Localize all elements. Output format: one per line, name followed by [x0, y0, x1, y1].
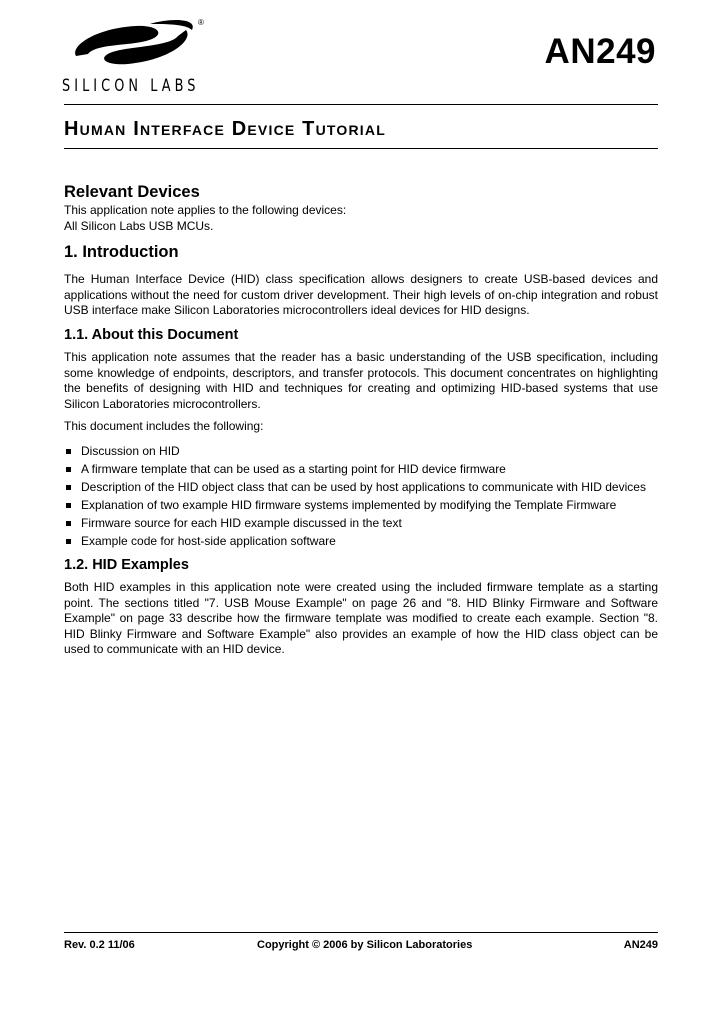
- document-body: [64, 182, 658, 658]
- examples-heading: 1.2. HID Examples: [64, 556, 189, 573]
- document-number: AN249: [544, 32, 656, 71]
- bullet-square-icon: [66, 521, 71, 526]
- logo-mark-icon: [66, 16, 206, 76]
- bullet-square-icon: [66, 539, 71, 544]
- footer-copyright: Copyright © 2006 by Silicon Laboratories: [257, 939, 473, 951]
- list-item: Explanation of two example HID firmware systems implemented by modifying the Template Firmware: [64, 496, 658, 514]
- list-item: Example code for host-side application software: [64, 532, 658, 550]
- logo-registered-mark: ®: [198, 18, 204, 27]
- introduction-heading: 1. Introduction: [64, 243, 179, 262]
- silicon-labs-logo: [60, 16, 210, 100]
- relevant-devices-line: This application note applies to the following devices:: [64, 203, 347, 217]
- header-rule-top: [64, 104, 658, 105]
- bullet-square-icon: [66, 467, 71, 472]
- introduction-paragraph: The Human Interface Device (HID) class specification allows designers to create USB-based devices and applications without the need for custom driver development. Their high levels of on-chip integration and robust USB interface make Silicon Laboratories microcontrollers ideal devices for HID designs.: [64, 272, 658, 318]
- list-item: Description of the HID object class that can be used by host applications to communicate with HID devices: [64, 478, 658, 496]
- footer-rule: [64, 932, 658, 933]
- list-item: Discussion on HID: [64, 442, 658, 460]
- bullet-square-icon: [66, 503, 71, 508]
- logo-text: SILICON LABS: [62, 76, 200, 95]
- includes-intro: This document includes the following:: [64, 419, 264, 434]
- footer-doc-number: AN249: [623, 939, 658, 951]
- relevant-devices-heading: Relevant Devices: [64, 183, 200, 201]
- document-title: Human Interface Device Tutorial: [64, 118, 386, 140]
- relevant-devices-line: All Silicon Labs USB MCUs.: [64, 218, 214, 233]
- list-item: Firmware source for each HID example discussed in the text: [64, 514, 658, 532]
- about-paragraph: This application note assumes that the reader has a basic understanding of the USB specification, including some knowledge of endpoints, descriptors, and transfer protocols. This document concentrates on highlighting the benefits of designing with HID and techniques for creating and optimizing HID-based systems that use Silicon Laboratories microcontrollers.: [64, 349, 658, 411]
- footer-revision: Rev. 0.2 11/06: [64, 939, 135, 951]
- about-heading: 1.1. About this Document: [64, 326, 239, 343]
- header-rule-bottom: [64, 148, 658, 149]
- examples-paragraph: Both HID examples in this application note were created using the included firmware template as a starting point. The sections titled "7. USB Mouse Example" on page 26 and "8. HID Blinky Firmware and Software Example" on page 33 describe how the firmware template was modified to create each example. Section "8. HID Blinky Firmware and Software Example" also provides an example of how the HID class object can be used to communicate with an HID device.: [64, 579, 658, 657]
- includes-list: [64, 442, 658, 550]
- list-item: A firmware template that can be used as a starting point for HID device firmware: [64, 460, 658, 478]
- bullet-square-icon: [66, 449, 71, 454]
- bullet-square-icon: [66, 485, 71, 490]
